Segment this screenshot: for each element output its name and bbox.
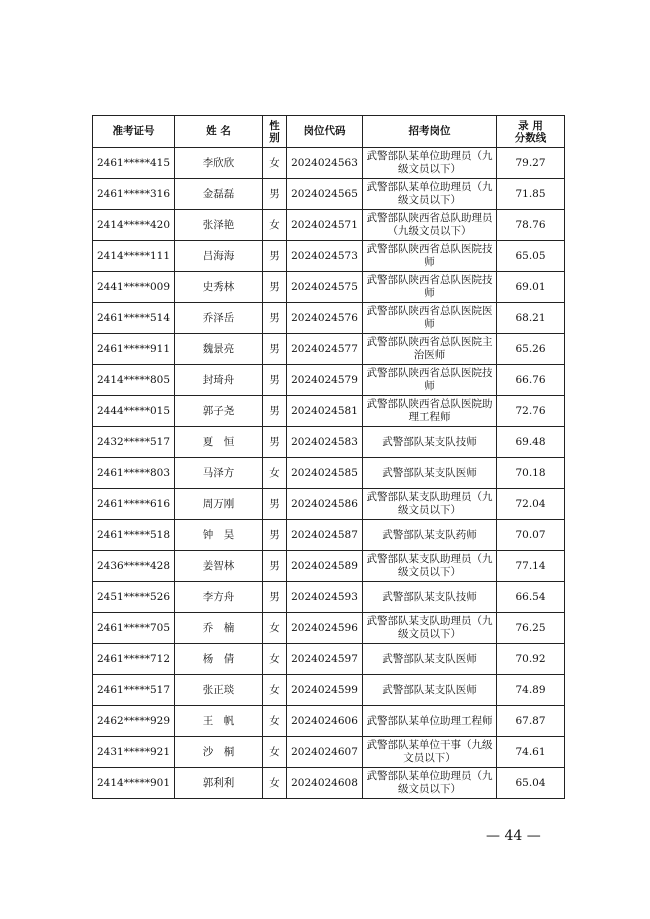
cell-admission-id: 2441*****009 [93,272,175,303]
table-body [93,148,565,799]
cell-gender: 男 [263,365,287,396]
cell-score: 71.85 [497,179,565,210]
cell-admission-id: 2461*****316 [93,179,175,210]
cell-position: 武警部队某支队医师 [363,458,497,489]
cell-name: 吕海海 [175,241,263,272]
cell-name: 张正琰 [175,675,263,706]
cell-gender: 女 [263,613,287,644]
cell-name: 马泽方 [175,458,263,489]
table-row [93,551,565,582]
table-row [93,241,565,272]
cell-position-code: 2024024589 [287,551,363,582]
cell-admission-id: 2461*****705 [93,613,175,644]
cell-gender: 女 [263,675,287,706]
cell-admission-id: 2414*****901 [93,768,175,799]
cell-admission-id: 2432*****517 [93,427,175,458]
cell-admission-id: 2414*****420 [93,210,175,241]
table-row [93,148,565,179]
cell-name: 乔 楠 [175,613,263,644]
cell-position-code: 2024024577 [287,334,363,365]
cell-position-code: 2024024575 [287,272,363,303]
cell-name: 金磊磊 [175,179,263,210]
cell-gender: 女 [263,706,287,737]
cell-score: 68.21 [497,303,565,334]
cell-admission-id: 2414*****111 [93,241,175,272]
cell-score: 69.01 [497,272,565,303]
cell-position: 武警部队陕西省总队医院助理工程师 [363,396,497,427]
page-number: — 44 — [486,828,541,844]
header-gender [263,116,287,148]
table-row [93,489,565,520]
table-header [93,116,565,148]
cell-position-code: 2024024583 [287,427,363,458]
table-row [93,210,565,241]
cell-gender: 女 [263,148,287,179]
cell-position: 武警部队某支队助理员（九级文员以下） [363,489,497,520]
cell-gender: 男 [263,241,287,272]
cell-name: 钟 昊 [175,520,263,551]
table-row [93,179,565,210]
header-name: 姓 名 [175,116,263,148]
cell-position: 武警部队某支队技师 [363,427,497,458]
cell-admission-id: 2461*****911 [93,334,175,365]
header-position-code: 岗位代码 [287,116,363,148]
cell-position-code: 2024024563 [287,148,363,179]
cell-position: 武警部队某单位助理工程师 [363,706,497,737]
cell-admission-id: 2462*****929 [93,706,175,737]
cell-position: 武警部队某单位干事（九级文员以下） [363,737,497,768]
cell-position-code: 2024024593 [287,582,363,613]
cell-gender: 女 [263,210,287,241]
cell-position: 武警部队某支队技师 [363,582,497,613]
header-position: 招考岗位 [363,116,497,148]
cell-score: 70.07 [497,520,565,551]
cell-position: 武警部队某单位助理员（九级文员以下） [363,148,497,179]
cell-admission-id: 2461*****514 [93,303,175,334]
table-row [93,768,565,799]
cell-gender: 男 [263,427,287,458]
cell-gender: 女 [263,458,287,489]
cell-score: 66.54 [497,582,565,613]
cell-position-code: 2024024581 [287,396,363,427]
header-gender-top: 性 [269,119,280,132]
cell-gender: 男 [263,179,287,210]
table-row [93,737,565,768]
cell-gender: 男 [263,489,287,520]
cell-position-code: 2024024576 [287,303,363,334]
cell-name: 郭子尧 [175,396,263,427]
cell-position: 武警部队某单位助理员（九级文员以下） [363,179,497,210]
cell-position-code: 2024024596 [287,613,363,644]
header-gender-bottom: 别 [269,131,280,144]
header-score-bottom: 分数线 [514,131,547,144]
cell-name: 郭利利 [175,768,263,799]
cell-admission-id: 2444*****015 [93,396,175,427]
cell-name: 夏 恒 [175,427,263,458]
table-row [93,365,565,396]
cell-position-code: 2024024608 [287,768,363,799]
table-row [93,427,565,458]
cell-score: 66.76 [497,365,565,396]
cell-name: 李欣欣 [175,148,263,179]
cell-admission-id: 2461*****518 [93,520,175,551]
cell-gender: 男 [263,520,287,551]
cell-admission-id: 2461*****803 [93,458,175,489]
cell-position-code: 2024024579 [287,365,363,396]
cell-position-code: 2024024606 [287,706,363,737]
cell-position-code: 2024024599 [287,675,363,706]
admission-score-table [92,115,565,799]
header-score-top: 录 用 [518,119,543,132]
cell-score: 78.76 [497,210,565,241]
table-row [93,303,565,334]
cell-name: 王 帆 [175,706,263,737]
cell-score: 72.76 [497,396,565,427]
table-row [93,458,565,489]
cell-name: 周万刚 [175,489,263,520]
cell-name: 魏景亮 [175,334,263,365]
cell-position: 武警部队某支队医师 [363,675,497,706]
cell-position: 武警部队某单位助理员（九级文员以下） [363,768,497,799]
cell-score: 77.14 [497,551,565,582]
cell-position: 武警部队陕西省总队医院主治医师 [363,334,497,365]
cell-position-code: 2024024587 [287,520,363,551]
table-row [93,272,565,303]
cell-score: 65.04 [497,768,565,799]
cell-name: 乔泽岳 [175,303,263,334]
table-row [93,613,565,644]
cell-score: 74.89 [497,675,565,706]
cell-position-code: 2024024597 [287,644,363,675]
cell-gender: 女 [263,644,287,675]
cell-name: 杨 倩 [175,644,263,675]
cell-score: 70.92 [497,644,565,675]
table-row [93,582,565,613]
cell-admission-id: 2461*****712 [93,644,175,675]
cell-name: 封琦舟 [175,365,263,396]
cell-position: 武警部队某支队助理员（九级文员以下） [363,613,497,644]
cell-position-code: 2024024565 [287,179,363,210]
cell-position: 武警部队陕西省总队医院技师 [363,272,497,303]
cell-score: 79.27 [497,148,565,179]
cell-admission-id: 2431*****921 [93,737,175,768]
cell-position: 武警部队陕西省总队助理员（九级文员以下） [363,210,497,241]
cell-score: 67.87 [497,706,565,737]
cell-gender: 男 [263,551,287,582]
cell-position-code: 2024024573 [287,241,363,272]
cell-position-code: 2024024585 [287,458,363,489]
cell-position: 武警部队某支队助理员（九级文员以下） [363,551,497,582]
cell-position: 武警部队陕西省总队医院技师 [363,241,497,272]
cell-name: 李方舟 [175,582,263,613]
header-score [497,116,565,148]
cell-admission-id: 2461*****616 [93,489,175,520]
cell-score: 70.18 [497,458,565,489]
table-row [93,520,565,551]
table-row [93,644,565,675]
cell-name: 张泽艳 [175,210,263,241]
header-admission-id: 准考证号 [93,116,175,148]
cell-score: 72.04 [497,489,565,520]
cell-gender: 男 [263,396,287,427]
cell-name: 沙 桐 [175,737,263,768]
cell-score: 69.48 [497,427,565,458]
cell-gender: 男 [263,334,287,365]
cell-position-code: 2024024607 [287,737,363,768]
cell-score: 74.61 [497,737,565,768]
cell-admission-id: 2461*****517 [93,675,175,706]
table-row [93,675,565,706]
table-row [93,334,565,365]
cell-position-code: 2024024586 [287,489,363,520]
table-row [93,706,565,737]
table-row [93,396,565,427]
cell-gender: 男 [263,303,287,334]
cell-position: 武警部队某支队医师 [363,644,497,675]
cell-position: 武警部队某支队药师 [363,520,497,551]
cell-gender: 男 [263,272,287,303]
cell-admission-id: 2414*****805 [93,365,175,396]
cell-admission-id: 2451*****526 [93,582,175,613]
cell-position: 武警部队陕西省总队医院技师 [363,365,497,396]
cell-gender: 女 [263,768,287,799]
cell-admission-id: 2436*****428 [93,551,175,582]
cell-position: 武警部队陕西省总队医院医师 [363,303,497,334]
cell-gender: 男 [263,582,287,613]
cell-score: 65.26 [497,334,565,365]
cell-gender: 女 [263,737,287,768]
cell-name: 史秀林 [175,272,263,303]
cell-score: 65.05 [497,241,565,272]
cell-position-code: 2024024571 [287,210,363,241]
cell-score: 76.25 [497,613,565,644]
cell-name: 姜智林 [175,551,263,582]
cell-admission-id: 2461*****415 [93,148,175,179]
